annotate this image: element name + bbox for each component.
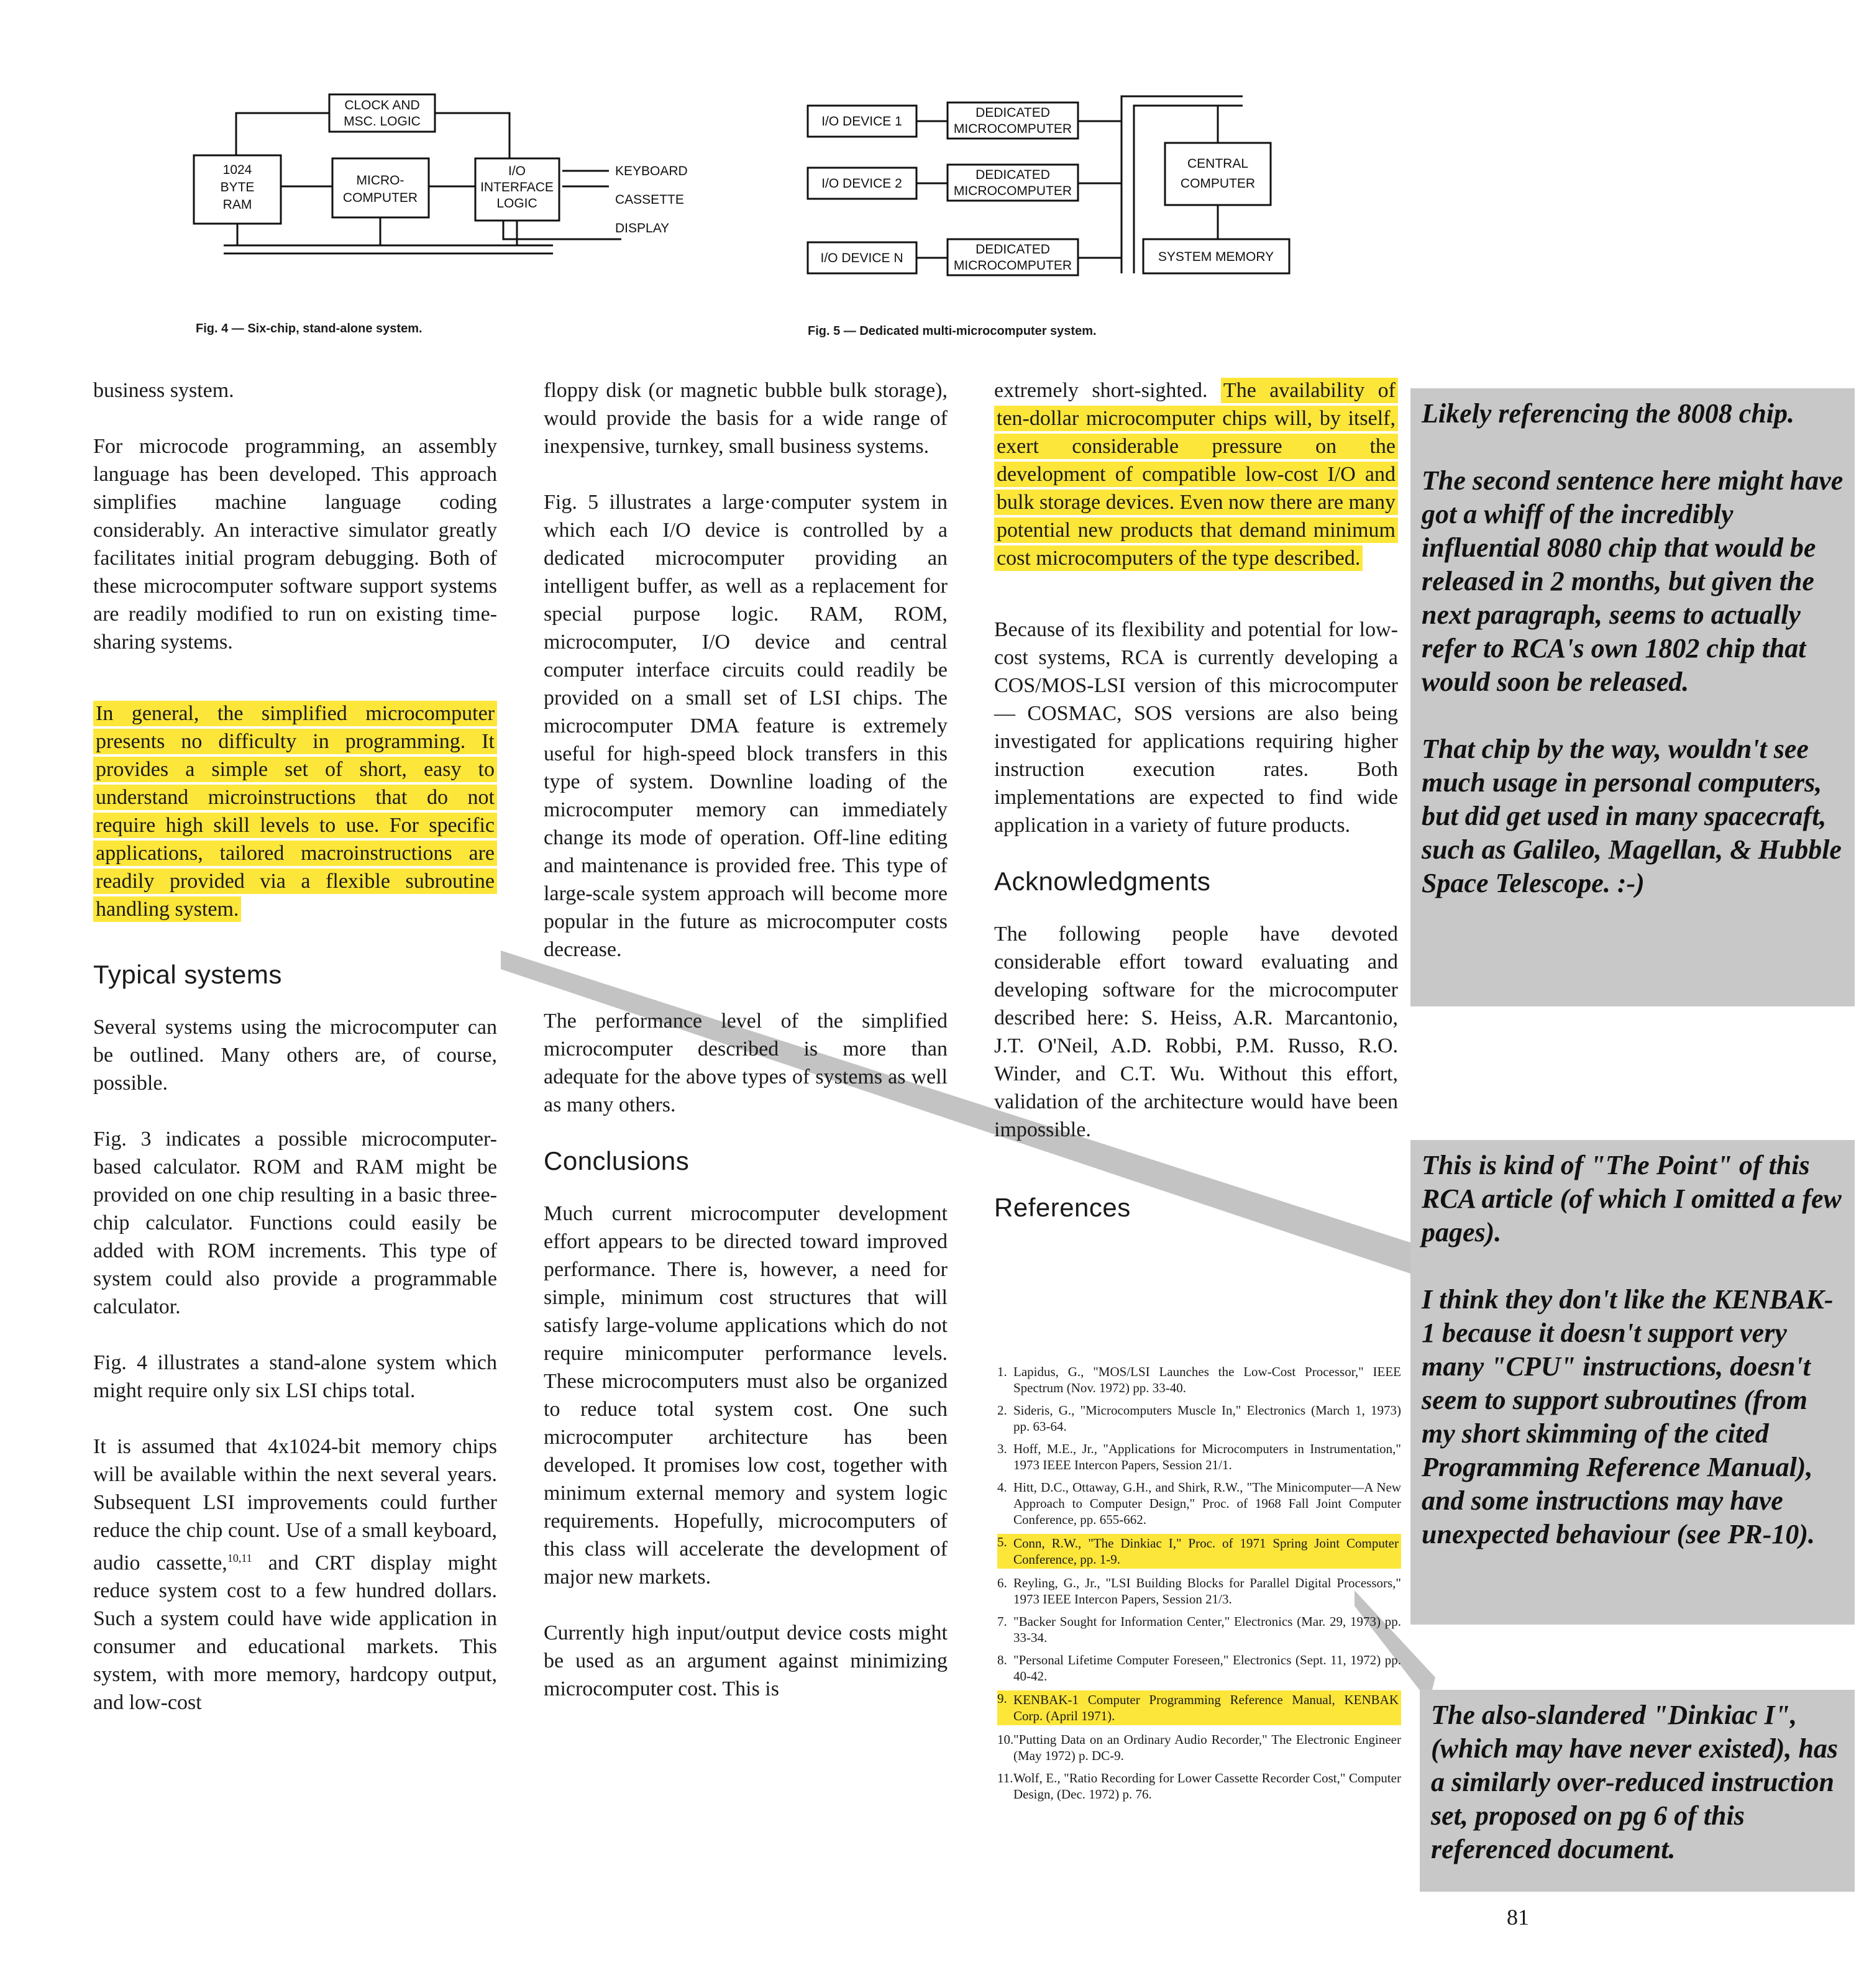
keyboard-label: KEYBOARD	[615, 164, 688, 178]
io-label: I/O	[508, 164, 526, 178]
reference-item: 1. Lapidus, G., "MOS/LSI Launches the Low-Cost Processor," IEEE Spectrum (Nov. 1972) pp. 33-40.	[997, 1364, 1401, 1395]
paragraph: business system.	[93, 379, 234, 402]
svg-text:DEDICATED: DEDICATED	[975, 106, 1050, 120]
svg-text:LOGIC: LOGIC	[496, 196, 537, 211]
reference-item: 8. "Personal Lifetime Computer Foreseen," Electronics (Sept. 11, 1972) pp. 40-42.	[997, 1653, 1401, 1684]
paragraph: Because of its flexibility and potential for low-cost systems, RCA is currently developing a COS/MOS-LSI version of this microcomputer — COSMAC, SOS versions are also being investigated for applications requiring higher instruction execution rates. Both implementations are expected to find wide application in a variety of future products.	[994, 618, 1398, 837]
paragraph: Fig. 5 illustrates a large·computer system in which each I/O device is controlled by a dedicated microcomputer providing an intelligent buffer, as well as a replacement for special purpose logic. RAM, ROM, microcomputer, I/O device and central computer interface circuits could readily be provided on a small set of LSI chips. The microcomputer DMA feature is extremely useful for high-speed block transfers in this type of system. Downline loading of the microcomputer memory can immediately change its mode of operation. Off-line editing and maintenance is provided free. This type of large-scale system approach will become more popular in the future as microcomputer costs decrease.	[544, 491, 948, 961]
reference-item: 3. Hoff, M.E., Jr., "Applications for Microcomputers in Instrumentation," 1973 IEEE Intercon Papers, Session 21/1.	[997, 1441, 1401, 1472]
svg-text:RAM: RAM	[222, 198, 252, 212]
paragraph: Fig. 3 indicates a possible microcomputer-based calculator. ROM and RAM might be provided on one chip resulting in a basic three-chip calculator. Functions could easily be added with ROM increments. This type of system could also provide a programmable calculator.	[93, 1128, 497, 1318]
reference-item-highlighted: 9. KENBAK-1 Computer Programming Reference Manual, KENBAK Corp. (April 1971).	[997, 1690, 1401, 1725]
references-list	[997, 1364, 1401, 1808]
clock-label: CLOCK AND	[344, 98, 420, 112]
fig4-diagram	[186, 87, 721, 267]
svg-text:DEDICATED: DEDICATED	[975, 168, 1050, 182]
fig5-diagram	[802, 87, 1299, 286]
annotation-note-2: This is kind of "The Point" of this RCA article (of which I omitted a few pages). I think they don't like the KENBAK-1 because it doesn't support very many "CPU" instructions, doesn't seem to support subroutines (from my short skimming of the cited Programming Reference Manual), and some instructions may have unexpected behaviour (see PR-10).	[1410, 1140, 1855, 1625]
reference-item: 7. "Backer Sought for Information Center," Electronics (Mar. 29, 1973) pp. 33-34.	[997, 1614, 1401, 1645]
display-label: DISPLAY	[615, 221, 670, 235]
paragraph: Fig. 4 illustrates a stand-alone system which might require only six LSI chips total.	[93, 1351, 497, 1402]
io-device-n-label: I/O DEVICE N	[820, 251, 903, 265]
svg-text:MICROCOMPUTER: MICROCOMPUTER	[953, 258, 1072, 273]
paragraph: It is assumed that 4x1024-bit memory chips will be available within the next several years. Subsequent LSI improvements could further reduce the chip count. Use of a small keyboard, audio cassette,$^{10,11}$ and CRT display might reduce system cost to a few hundred dollars. Such a system could have wide application in consumer and educational markets. This system, with more memory, hardcopy output, and low-cost	[93, 1435, 497, 1715]
svg-text:INTERFACE: INTERFACE	[480, 180, 554, 194]
svg-text:BYTE: BYTE	[220, 180, 255, 194]
svg-text:DEDICATED: DEDICATED	[975, 242, 1050, 257]
reference-item: 4. Hitt, D.C., Ottaway, G.H., and Shirk, R.W., "The Minicomputer—A New Approach to Computer Design," Proc. of 1968 Fall Joint Computer Conference, pp. 655-662.	[997, 1480, 1401, 1527]
central-computer-block	[1165, 143, 1271, 205]
column-3	[994, 376, 1398, 1246]
reference-item: 6. Reyling, G., Jr., "LSI Building Blocks for Parallel Digital Processors," 1973 IEEE Intercon Papers, Session 21/3.	[997, 1575, 1401, 1607]
paragraph: Currently high input/output device costs might be used as an argument against minimizing microcomputer cost. This is	[544, 1621, 948, 1700]
section-heading-references: References	[994, 1193, 1131, 1222]
reference-item-highlighted: 5. Conn, R.W., "The Dinkiac I," Proc. of 1971 Spring Joint Computer Conference, pp. 1-9.	[997, 1534, 1401, 1569]
column-1	[93, 376, 497, 1744]
section-heading-typical-systems: Typical systems	[93, 960, 282, 989]
fig4-caption: Fig. 4 — Six-chip, stand-alone system.	[196, 322, 423, 335]
paragraph: floppy disk (or magnetic bubble bulk storage), would provide the basis for a wide range of inexpensive, turnkey, small business systems.	[544, 379, 948, 458]
section-heading-acknowledgments: Acknowledgments	[994, 867, 1211, 896]
svg-text:MICROCOMPUTER: MICROCOMPUTER	[953, 184, 1072, 198]
reference-item: 2. Sideris, G., "Microcomputers Muscle In," Electronics (March 1, 1973) pp. 63-64.	[997, 1403, 1401, 1434]
ram-label: 1024	[222, 163, 252, 177]
central-computer-label: CENTRAL	[1187, 157, 1249, 171]
column-2	[544, 376, 948, 1731]
reference-item: 11. Wolf, E., "Ratio Recording for Lower Cassette Recorder Cost," Computer Design, (Dec. 1972) p. 76.	[997, 1771, 1401, 1802]
cassette-label: CASSETTE	[615, 193, 684, 207]
io-device-2-label: I/O DEVICE 2	[821, 176, 902, 191]
annotation-note-1: Likely referencing the 8008 chip. The second sentence here might have got a whiff of the incredibly influential 8080 chip that would be released in 2 months, but given the next paragraph, seems to actually refer to RCA's own 1802 chip that would soon be released. That chip by the way, wouldn't see much usage in personal computers, but did get used in many spacecraft, such as Galileo, Magellan, & Hubble Space Telescope. :-)	[1410, 388, 1855, 1006]
io-device-1-label: I/O DEVICE 1	[821, 114, 902, 129]
highlighted-paragraph: In general, the simplified microcomputer presents no difficulty in programming. It provides a simple set of short, easy to understand microinstructions that do not require high skill levels to use. For specific applications, tailored macroinstructions are readily provided via a flexible subroutine handling system.	[93, 700, 497, 923]
micro-label: MICRO-	[356, 173, 404, 188]
svg-text:MICROCOMPUTER: MICROCOMPUTER	[953, 122, 1072, 136]
reference-item: 10. "Putting Data on an Ordinary Audio Recorder," The Electronic Engineer (May 1972) p. DC-9.	[997, 1732, 1401, 1763]
paragraph: The performance level of the simplified microcomputer described is more than adequate for the above types of systems as well as many others.	[544, 1010, 948, 1116]
annotation-note-3: The also-slandered "Dinkiac I", (which may have never existed), has a similarly over-reduced instruction set, proposed on pg 6 of this referenced document.	[1420, 1690, 1855, 1892]
svg-text:COMPUTER: COMPUTER	[342, 191, 418, 205]
svg-text:MSC. LOGIC: MSC. LOGIC	[344, 114, 421, 129]
micro-block	[332, 158, 429, 217]
fig5-caption: Fig. 5 — Dedicated multi-microcomputer system.	[808, 324, 1097, 338]
system-memory-label: SYSTEM MEMORY	[1158, 250, 1274, 264]
paragraph: Several systems using the microcomputer can be outlined. Many others are, of course, possible.	[93, 1016, 497, 1095]
paragraph: For microcode programming, an assembly language has been developed. This approach simplifies machine language coding considerably. An interactive simulator greatly facilitates initial program debugging. Both of these microcomputer software support systems are readily modified to run on existing time-sharing systems.	[93, 435, 497, 654]
paragraph: The following people have devoted considerable effort toward evaluating and developing software for the microcomputer described here: S. Heiss, A.R. Marcantonio, J.T. O'Neil, A.D. Robbi, P.M. Russo, R.O. Winder, and C.T. Wu. Without this effort, validation of the architecture would have been impossible.	[994, 923, 1398, 1141]
paragraph: Much current microcomputer development effort appears to be directed toward improved performance. There is, however, a need for simple, minimum cost structures that will satisfy large-volume applications which do not require minicomputer performance levels. These microcomputers must also be organized to reduce total system cost. One such microcomputer architecture has been developed. It promises low cost, together with minimum external memory and system logic requirements. Hopefully, microcomputers of this class will accelerate the development of major new markets.	[544, 1202, 948, 1589]
svg-text:COMPUTER: COMPUTER	[1180, 176, 1256, 191]
page-number: 81	[1507, 1905, 1529, 1930]
section-heading-conclusions: Conclusions	[544, 1146, 690, 1175]
paragraph: extremely short-sighted. The availability of ten-dollar microcomputer chips will, by itself, exert considerable pressure on the development of compatible low-cost I/O and bulk storage devices. Even now there are many potential new products that demand minimum cost microcomputers of the type described.	[994, 376, 1398, 572]
